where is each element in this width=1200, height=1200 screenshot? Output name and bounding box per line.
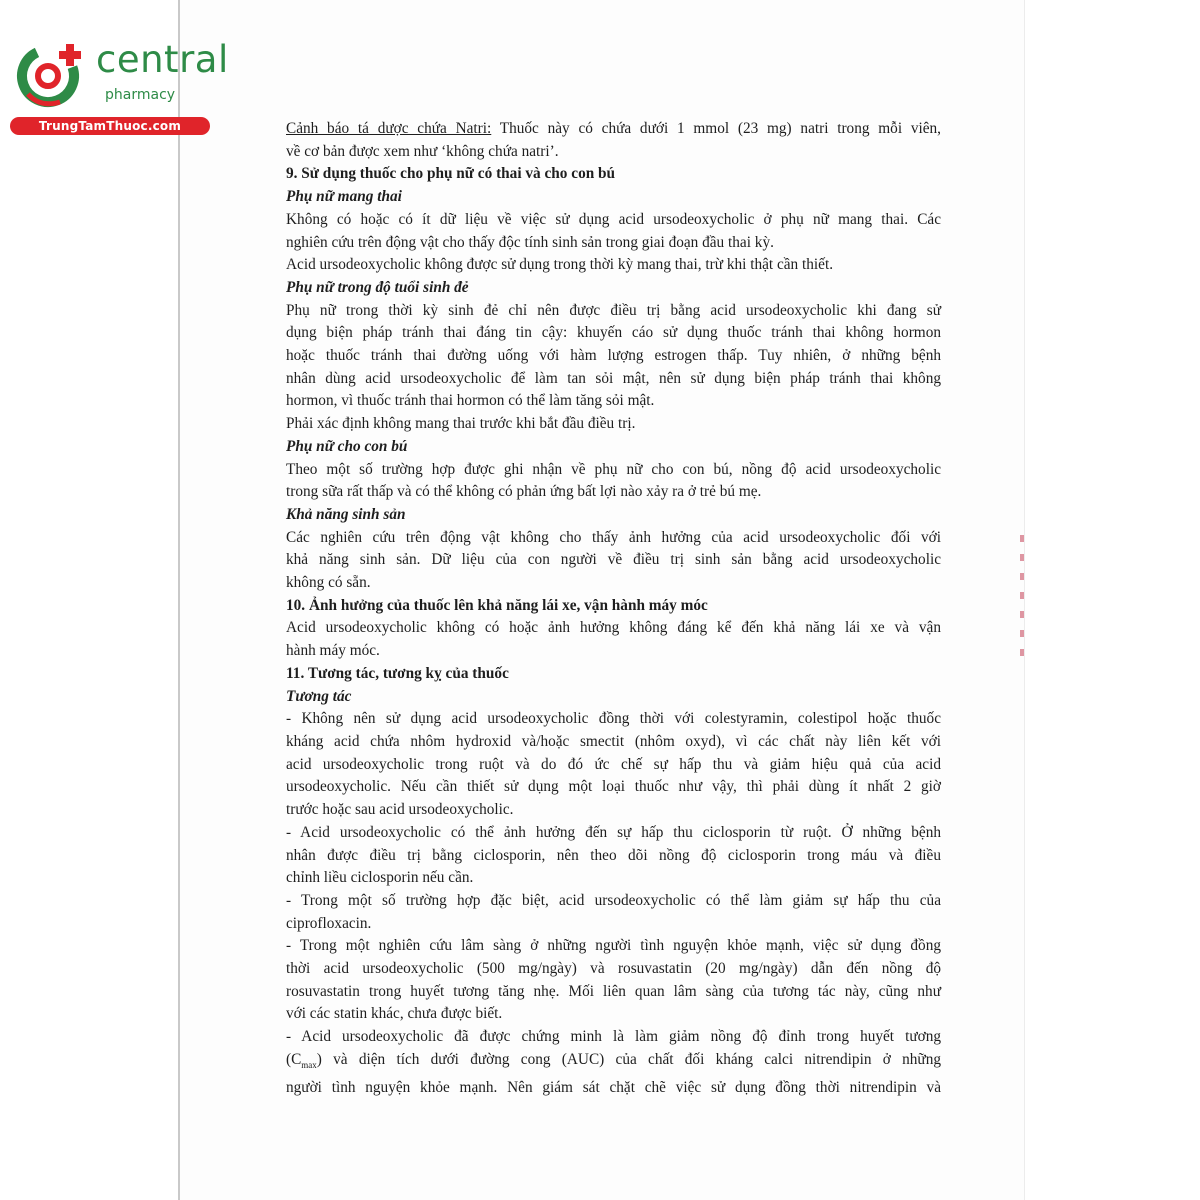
cmax-subscript: max	[301, 1059, 317, 1070]
section-heading-10: 10. Ảnh hưởng của thuốc lên khả năng lái xe, vận hành máy móc	[286, 596, 708, 614]
cmax-line	[286, 1049, 941, 1077]
paragraph-line: kháng acid chứa nhôm hydroxid và/hoặc smectit (nhôm oxyd), vì các chất này liên kết với	[286, 732, 941, 750]
paragraph-line: - Acid ursodeoxycholic đã được chứng minh là làm giảm nồng độ đỉnh trong huyết tương	[286, 1028, 941, 1046]
paragraph-line: về cơ bản được xem như ‘không chứa natri’.	[286, 142, 559, 160]
logo-brand-name: central	[96, 38, 229, 81]
paragraph-line: nghiên cứu trên động vật cho thấy độc tính sinh sản trong giai đoạn đầu thai kỳ.	[286, 233, 774, 251]
logo-brand-sub: pharmacy	[105, 87, 176, 103]
paragraph-line: Các nghiên cứu trên động vật không cho thấy ảnh hưởng của acid ursodeoxycholic đối với	[286, 528, 941, 546]
paragraph-line: ursodeoxycholic. Nếu cần thiết sử dụng một loại thuốc như vậy, thì phải dùng ít nhất 2 giờ	[286, 778, 941, 796]
central-pharmacy-logo[interactable]	[10, 38, 229, 138]
paragraph-line: Phụ nữ trong thời kỳ sinh đẻ chỉ nên được điều trị bằng acid ursodeoxycholic khi đang sử	[286, 301, 941, 319]
section-heading-11: 11. Tương tác, tương kỵ của thuốc	[286, 664, 509, 682]
paragraph-line: trong sữa rất thấp và có thể không có phản ứng bất lợi nào xảy ra ở trẻ bú mẹ.	[286, 483, 762, 501]
paragraph-line: hormon, vì thuốc tránh thai hormon có thể làm tăng sỏi mật.	[286, 392, 655, 410]
cmax-text: ) và diện tích dưới đường cong (AUC) của chất đối kháng calci nitrendipin ở những	[316, 1050, 941, 1068]
logo-site-url: TrungTamThuoc.com	[10, 117, 210, 135]
left-margin	[0, 0, 180, 1200]
page-left-edge	[178, 0, 180, 1200]
cmax-prefix: (C	[286, 1050, 302, 1068]
subheading-childbearing-age: Phụ nữ trong độ tuổi sinh đẻ	[286, 278, 469, 296]
paragraph-line: Không có hoặc có ít dữ liệu về việc sử dụng acid ursodeoxycholic ở phụ nữ mang thai. Các	[286, 210, 941, 228]
paragraph-line: trước hoặc sau acid ursodeoxycholic.	[286, 801, 514, 819]
paragraph-line: Acid ursodeoxycholic không được sử dụng trong thời kỳ mang thai, trừ khi thật cần thiết.	[286, 256, 834, 274]
subheading-fertility: Khả năng sinh sản	[286, 505, 406, 523]
document-text	[286, 118, 941, 1099]
paragraph-line: - Không nên sử dụng acid ursodeoxycholic đồng thời với colestyramin, colestipol hoặc thuốc	[286, 710, 941, 728]
paragraph-line: ciprofloxacin.	[286, 914, 372, 932]
paragraph-line: - Acid ursodeoxycholic có thể ảnh hưởng đến sự hấp thu ciclosporin từ ruột. Ở những bệnh	[286, 823, 941, 841]
paragraph-line: Phải xác định không mang thai trước khi bắt đầu điều trị.	[286, 415, 636, 433]
sodium-warning-line	[286, 118, 941, 141]
paragraph-line: acid ursodeoxycholic trong ruột và do đó ức chế sự hấp thu và giảm hiệu quả của acid	[286, 755, 941, 773]
paragraph-line: nhân được điều trị bằng ciclosporin, nên theo dõi nồng độ ciclosporin trong máu và điều	[286, 846, 941, 864]
paragraph-line: - Trong một nghiên cứu lâm sàng ở những người tình nguyện khỏe mạnh, việc sử dụng đồng	[286, 937, 941, 955]
paragraph-line: nhân dùng acid ursodeoxycholic để làm tan sỏi mật, nên sử dụng biện pháp tránh thai không	[286, 369, 941, 387]
paragraph-line: Acid ursodeoxycholic không có hoặc ảnh hưởng không đáng kể đến khả năng lái xe và vận	[286, 619, 941, 637]
subheading-pregnancy: Phụ nữ mang thai	[286, 188, 402, 206]
paragraph-line: Theo một số trường hợp được ghi nhận về phụ nữ cho con bú, nồng độ acid ursodeoxycholic	[286, 460, 941, 478]
sodium-warning-text: Thuốc này có chứa dưới 1 mmol (23 mg) natri trong mỗi viên,	[491, 120, 941, 137]
paragraph-line: chỉnh liều ciclosporin nếu cần.	[286, 869, 474, 887]
margin-stamp-marks	[1015, 535, 1029, 685]
paragraph-line: hoặc thuốc tránh thai đường uống với hàm lượng estrogen thấp. Tuy nhiên, ở những bệnh	[286, 347, 941, 365]
paragraph-line: hành máy móc.	[286, 642, 380, 660]
paragraph-line: khả năng sinh sản. Dữ liệu của con người về điều trị sinh sản bằng acid ursodeoxycholic	[286, 551, 941, 569]
paragraph-line: không có sẵn.	[286, 574, 371, 592]
paragraph-line: - Trong một số trường hợp đặc biệt, acid ursodeoxycholic có thể làm giảm sự hấp thu của	[286, 891, 941, 909]
paragraph-line: với các statin khác, chưa được biết.	[286, 1005, 503, 1023]
subheading-breastfeeding: Phụ nữ cho con bú	[286, 437, 408, 455]
paragraph-line: người tình nguyện khỏe mạnh. Nên giám sát chặt chẽ việc sử dụng đồng thời nitrendipin và	[286, 1078, 941, 1096]
paragraph-line: dụng biện pháp tránh thai đáng tin cậy: khuyến cáo sử dụng thuốc tránh thai không hormon	[286, 324, 941, 342]
paragraph-line: thời acid ursodeoxycholic (500 mg/ngày) và rosuvastatin (20 mg/ngày) dẫn đến nồng độ	[286, 960, 941, 978]
section-heading-9: 9. Sử dụng thuốc cho phụ nữ có thai và cho con bú	[286, 165, 616, 183]
logo-mark-icon	[10, 38, 94, 114]
sodium-warning-label: Cảnh báo tá dược chứa Natri:	[286, 120, 492, 137]
subheading-interactions: Tương tác	[286, 687, 352, 705]
paragraph-line: rosuvastatin trong huyết tương tăng nhẹ. Mối liên quan lâm sàng của tương tác này, cũng như	[286, 982, 941, 1000]
